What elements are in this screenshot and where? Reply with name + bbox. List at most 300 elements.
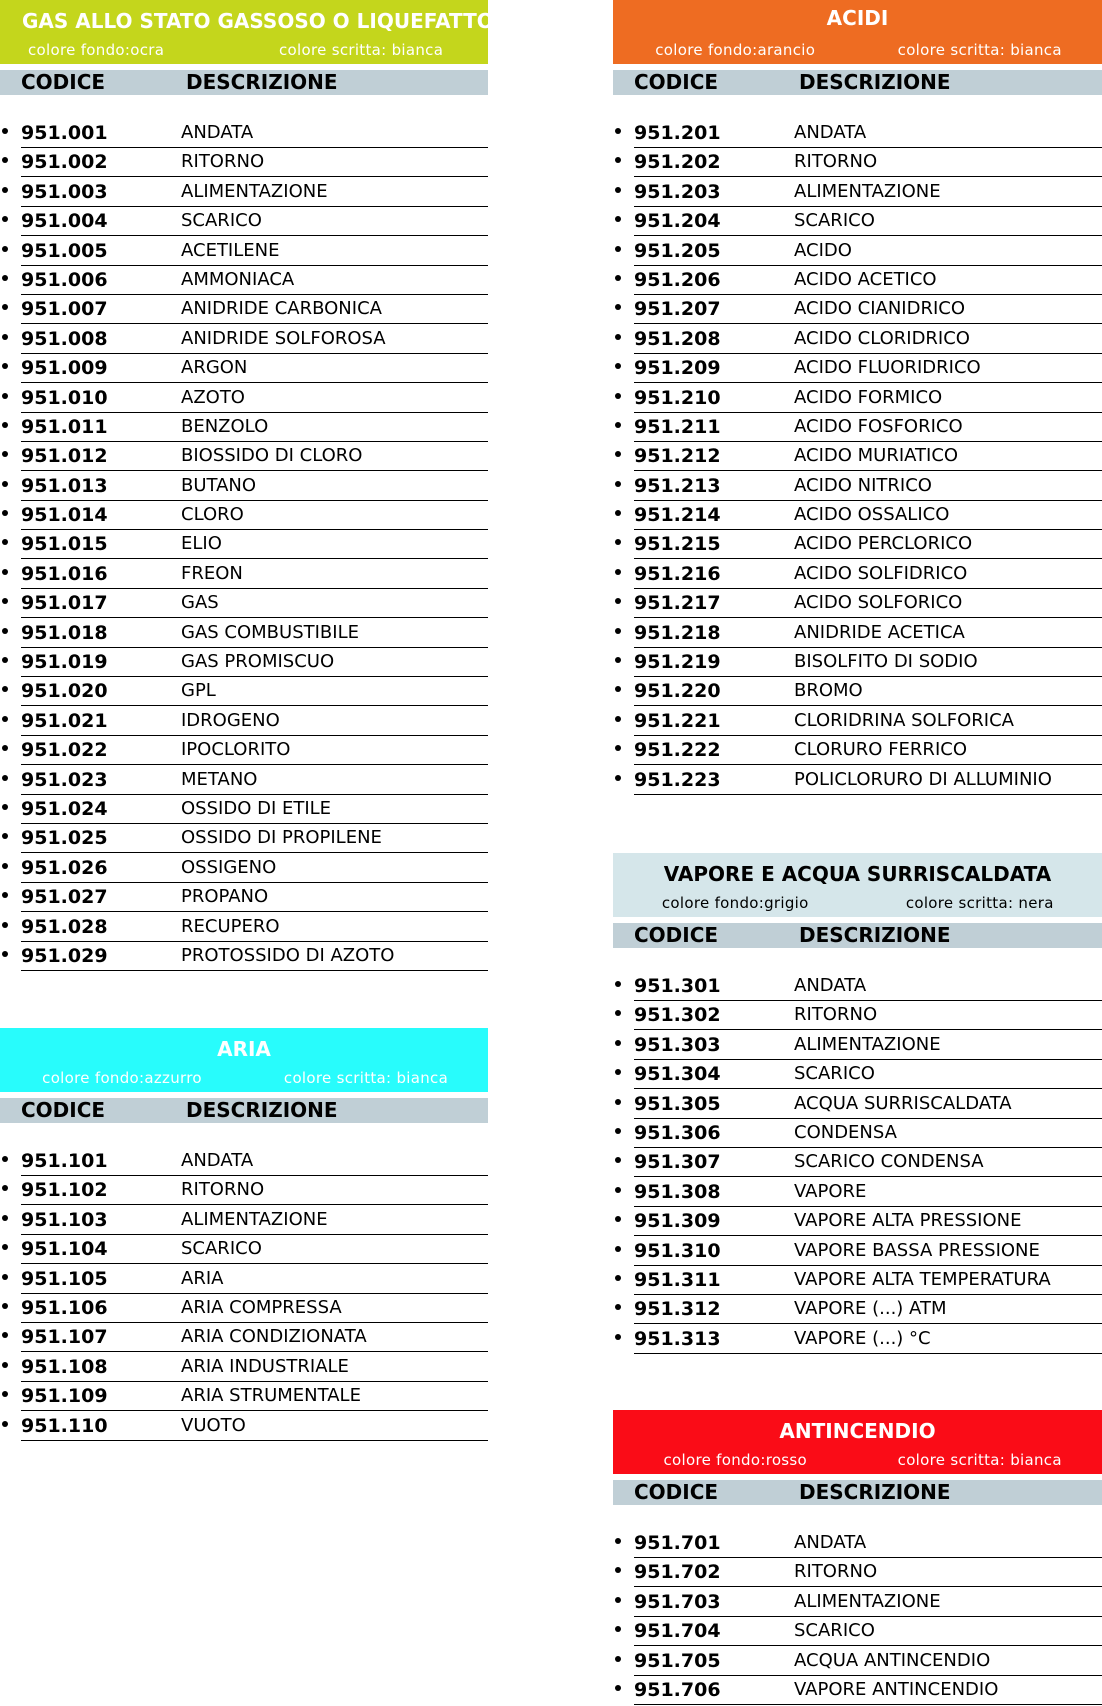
item-description: SCARICO (794, 1620, 1102, 1646)
item-code: 951.012 (21, 445, 181, 471)
description-column-label: DESCRIZIONE (799, 1480, 951, 1505)
bullet-icon (615, 422, 621, 428)
bullet-icon (615, 775, 621, 781)
item-code: 951.308 (634, 1181, 794, 1207)
background-color-label: colore fondo:ocra (28, 41, 164, 59)
bullet-icon (615, 1304, 621, 1310)
item-description: VAPORE ANTINCENDIO (794, 1679, 1102, 1705)
item-description: ACIDO OSSALICO (794, 504, 1102, 530)
item-description: GPL (181, 680, 488, 706)
bullet-icon (2, 363, 8, 369)
item-description: ACIDO MURIATICO (794, 445, 1102, 471)
bullet-icon (2, 393, 8, 399)
item-description: POLICLORURO DI ALLUMINIO (794, 769, 1102, 795)
description-column-label: DESCRIZIONE (799, 70, 951, 95)
bullet-icon (2, 804, 8, 810)
list-item (613, 1326, 1102, 1355)
item-code: 951.106 (21, 1297, 181, 1323)
item-description: ARIA STRUMENTALE (181, 1385, 488, 1411)
item-code: 951.025 (21, 827, 181, 853)
bullet-icon (615, 628, 621, 634)
bullet-icon (2, 657, 8, 663)
bullet-icon (615, 393, 621, 399)
bullet-icon (2, 481, 8, 487)
list-item (613, 620, 1102, 649)
section-header (613, 1410, 1102, 1474)
bullet-icon (2, 922, 8, 928)
bullet-icon (2, 275, 8, 281)
item-code: 951.303 (634, 1034, 794, 1060)
item-description: GAS COMBUSTIBILE (181, 622, 488, 648)
column-header (0, 70, 488, 95)
item-code: 951.206 (634, 269, 794, 295)
item-description: ACIDO CLORIDRICO (794, 328, 1102, 354)
list-item (613, 1267, 1102, 1296)
bullet-icon (615, 451, 621, 457)
item-description: FREON (181, 563, 488, 589)
list-item (0, 473, 488, 502)
bullet-icon (615, 598, 621, 604)
item-description: VAPORE BASSA PRESSIONE (794, 1240, 1102, 1266)
list-item (0, 443, 488, 472)
item-description: GAS PROMISCUO (181, 651, 488, 677)
list-item (613, 1120, 1102, 1149)
list-item (613, 708, 1102, 737)
list-item (0, 1354, 488, 1383)
item-code: 951.008 (21, 328, 181, 354)
item-code: 951.305 (634, 1093, 794, 1119)
item-code: 951.020 (21, 680, 181, 706)
list-item (613, 355, 1102, 384)
bullet-icon (615, 657, 621, 663)
bullet-icon (2, 128, 8, 134)
bullet-icon (2, 1274, 8, 1280)
item-description: ACIDO ACETICO (794, 269, 1102, 295)
item-code: 951.026 (21, 857, 181, 883)
bullet-icon (2, 569, 8, 575)
item-description: CLORURO FERRICO (794, 739, 1102, 765)
item-description: ACIDO NITRICO (794, 475, 1102, 501)
item-code: 951.013 (21, 475, 181, 501)
item-description: VAPORE ALTA PRESSIONE (794, 1210, 1102, 1236)
list-item (0, 296, 488, 325)
bullet-icon (615, 686, 621, 692)
bullet-icon (615, 128, 621, 134)
bullet-icon (615, 569, 621, 575)
column-header (613, 70, 1102, 95)
item-description: BUTANO (181, 475, 488, 501)
bullet-icon (2, 246, 8, 252)
item-code: 951.210 (634, 387, 794, 413)
list-item (0, 120, 488, 149)
bullet-icon (2, 1391, 8, 1397)
item-code: 951.301 (634, 975, 794, 1001)
text-color-label: colore scritta: bianca (279, 41, 443, 59)
bullet-icon (2, 451, 8, 457)
rows-list (0, 1148, 488, 1442)
list-item (613, 1032, 1102, 1061)
item-description: OSSIDO DI ETILE (181, 798, 488, 824)
section-aria (0, 1028, 488, 1442)
bullet-icon (2, 863, 8, 869)
list-item (613, 1091, 1102, 1120)
item-description: ACIDO FOSFORICO (794, 416, 1102, 442)
item-description: ACIDO FLUORIDRICO (794, 357, 1102, 383)
list-item (0, 1207, 488, 1236)
bullet-icon (615, 1187, 621, 1193)
item-code: 951.703 (634, 1591, 794, 1617)
section-antincendio (613, 1410, 1102, 1706)
list-item (0, 914, 488, 943)
bullet-icon (615, 745, 621, 751)
item-code: 951.022 (21, 739, 181, 765)
item-code: 951.018 (21, 622, 181, 648)
item-code: 951.214 (634, 504, 794, 530)
item-description: PROTOSSIDO DI AZOTO (181, 945, 488, 971)
bullet-icon (615, 1216, 621, 1222)
item-description: ANIDRIDE SOLFOROSA (181, 328, 488, 354)
item-description: RITORNO (181, 1179, 488, 1205)
bullet-icon (2, 1215, 8, 1221)
bullet-icon (615, 1334, 621, 1340)
item-code: 951.313 (634, 1328, 794, 1354)
item-description: CLORO (181, 504, 488, 530)
item-description: OSSIGENO (181, 857, 488, 883)
rows-list (613, 1530, 1102, 1706)
item-code: 951.219 (634, 651, 794, 677)
item-description: ACIDO SOLFORICO (794, 592, 1102, 618)
item-code: 951.011 (21, 416, 181, 442)
list-item (613, 502, 1102, 531)
list-item (0, 1266, 488, 1295)
bullet-icon (615, 1010, 621, 1016)
bullet-icon (615, 1685, 621, 1691)
item-description: ACQUA SURRISCALDATA (794, 1093, 1102, 1119)
bullet-icon (2, 1362, 8, 1368)
list-item (0, 326, 488, 355)
list-item (0, 1324, 488, 1353)
item-code: 951.103 (21, 1209, 181, 1235)
list-item (0, 708, 488, 737)
bullet-icon (615, 1128, 621, 1134)
bullet-icon (615, 187, 621, 193)
item-code: 951.310 (634, 1240, 794, 1266)
item-code: 951.307 (634, 1151, 794, 1177)
item-code: 951.207 (634, 298, 794, 324)
list-item (0, 531, 488, 560)
item-description: ACIDO FORMICO (794, 387, 1102, 413)
list-item (613, 1530, 1102, 1559)
bullet-icon (2, 510, 8, 516)
item-description: ALIMENTAZIONE (794, 1591, 1102, 1617)
section-header (613, 853, 1102, 917)
item-description: ANDATA (181, 1150, 488, 1176)
item-description: ANDATA (181, 122, 488, 148)
item-description: VAPORE ALTA TEMPERATURA (794, 1269, 1102, 1295)
item-code: 951.304 (634, 1063, 794, 1089)
item-code: 951.023 (21, 769, 181, 795)
item-description: RITORNO (794, 1004, 1102, 1030)
bullet-icon (615, 275, 621, 281)
description-column-label: DESCRIZIONE (799, 923, 951, 948)
bullet-icon (2, 1156, 8, 1162)
item-code: 951.009 (21, 357, 181, 383)
item-code: 951.217 (634, 592, 794, 618)
item-code: 951.213 (634, 475, 794, 501)
item-description: GAS (181, 592, 488, 618)
bullet-icon (615, 1157, 621, 1163)
item-code: 951.704 (634, 1620, 794, 1646)
item-code: 951.223 (634, 769, 794, 795)
bullet-icon (2, 1185, 8, 1191)
bullet-icon (615, 304, 621, 310)
item-description: OSSIDO DI PROPILENE (181, 827, 488, 853)
list-item (613, 737, 1102, 766)
list-item (0, 208, 488, 237)
code-column-label: CODICE (21, 1098, 105, 1123)
column-header (613, 1480, 1102, 1505)
item-code: 951.002 (21, 151, 181, 177)
item-code: 951.101 (21, 1150, 181, 1176)
item-description: ARGON (181, 357, 488, 383)
item-description: ALIMENTAZIONE (794, 181, 1102, 207)
rows-list (613, 973, 1102, 1355)
list-item (613, 973, 1102, 1002)
item-description: SCARICO CONDENSA (794, 1151, 1102, 1177)
list-item (613, 149, 1102, 178)
section-title: ANTINCENDIO (613, 1419, 1102, 1443)
item-code: 951.003 (21, 181, 181, 207)
item-description: SCARICO (181, 1238, 488, 1264)
bullet-icon (615, 1538, 621, 1544)
list-item (613, 1648, 1102, 1677)
list-item (613, 1559, 1102, 1588)
bullet-icon (615, 1275, 621, 1281)
list-item (613, 561, 1102, 590)
item-code: 951.005 (21, 240, 181, 266)
item-code: 951.102 (21, 1179, 181, 1205)
item-description: ARIA (181, 1268, 488, 1294)
item-description: ACIDO SOLFIDRICO (794, 563, 1102, 589)
item-code: 951.029 (21, 945, 181, 971)
item-code: 951.104 (21, 1238, 181, 1264)
item-description: AZOTO (181, 387, 488, 413)
section-title: GAS ALLO STATO GASSOSO O LIQUEFATTO (22, 9, 488, 33)
rows-list (0, 120, 488, 972)
item-description: RITORNO (181, 151, 488, 177)
background-color-label: colore fondo:rosso (613, 1451, 858, 1469)
text-color-label: colore scritta: bianca (858, 1451, 1102, 1469)
list-item (0, 620, 488, 649)
list-item (613, 443, 1102, 472)
item-code: 951.021 (21, 710, 181, 736)
bullet-icon (615, 157, 621, 163)
list-item (613, 326, 1102, 355)
item-code: 951.306 (634, 1122, 794, 1148)
item-description: ANDATA (794, 975, 1102, 1001)
list-item (613, 678, 1102, 707)
bullet-icon (2, 187, 8, 193)
list-item (613, 473, 1102, 502)
item-description: ALIMENTAZIONE (181, 181, 488, 207)
list-item (0, 796, 488, 825)
list-item (613, 238, 1102, 267)
code-column-label: CODICE (634, 70, 718, 95)
item-code: 951.109 (21, 1385, 181, 1411)
list-item (613, 1208, 1102, 1237)
item-code: 951.216 (634, 563, 794, 589)
item-description: ACIDO CIANIDRICO (794, 298, 1102, 324)
column-header (613, 923, 1102, 948)
item-description: IPOCLORITO (181, 739, 488, 765)
list-item (613, 531, 1102, 560)
list-item (613, 1179, 1102, 1208)
item-description: BENZOLO (181, 416, 488, 442)
bullet-icon (2, 686, 8, 692)
bullet-icon (2, 1332, 8, 1338)
section-gas (0, 0, 488, 972)
description-column-label: DESCRIZIONE (186, 1098, 338, 1123)
item-code: 951.007 (21, 298, 181, 324)
item-code: 951.019 (21, 651, 181, 677)
item-description: ANIDRIDE ACETICA (794, 622, 1102, 648)
bullet-icon (615, 1656, 621, 1662)
item-code: 951.015 (21, 533, 181, 559)
item-description: ELIO (181, 533, 488, 559)
item-code: 951.105 (21, 1268, 181, 1294)
bullet-icon (2, 216, 8, 222)
item-description: RITORNO (794, 151, 1102, 177)
item-code: 951.212 (634, 445, 794, 471)
section-vapore (613, 853, 1102, 1355)
item-description: ANIDRIDE CARBONICA (181, 298, 488, 324)
section-title: ARIA (0, 1037, 488, 1061)
list-item (613, 385, 1102, 414)
text-color-label: colore scritta: nera (858, 894, 1102, 912)
bullet-icon (615, 1567, 621, 1573)
bullet-icon (615, 334, 621, 340)
list-item (613, 649, 1102, 678)
item-code: 951.218 (634, 622, 794, 648)
bullet-icon (615, 363, 621, 369)
bullet-icon (2, 334, 8, 340)
list-item (0, 1383, 488, 1412)
text-color-label: colore scritta: bianca (858, 41, 1102, 59)
list-item (0, 737, 488, 766)
list-item (613, 1149, 1102, 1178)
item-code: 951.204 (634, 210, 794, 236)
bullet-icon (615, 481, 621, 487)
bullet-icon (2, 716, 8, 722)
item-code: 951.312 (634, 1298, 794, 1324)
list-item (0, 561, 488, 590)
bullet-icon (2, 1244, 8, 1250)
item-description: ANDATA (794, 1532, 1102, 1558)
item-code: 951.028 (21, 916, 181, 942)
list-item (0, 385, 488, 414)
list-item (0, 678, 488, 707)
list-item (0, 355, 488, 384)
item-description: ACETILENE (181, 240, 488, 266)
list-item (613, 296, 1102, 325)
item-description: ALIMENTAZIONE (181, 1209, 488, 1235)
bullet-icon (615, 1069, 621, 1075)
rows-list (613, 120, 1102, 796)
bullet-icon (2, 951, 8, 957)
item-description: VUOTO (181, 1415, 488, 1441)
list-item (0, 825, 488, 854)
list-item (0, 767, 488, 796)
background-color-label: colore fondo:grigio (613, 894, 858, 912)
item-code: 951.027 (21, 886, 181, 912)
list-item (613, 590, 1102, 619)
item-description: ARIA CONDIZIONATA (181, 1326, 488, 1352)
list-item (613, 1296, 1102, 1325)
item-code: 951.309 (634, 1210, 794, 1236)
item-description: ARIA INDUSTRIALE (181, 1356, 488, 1382)
item-description: METANO (181, 769, 488, 795)
item-description: IDROGENO (181, 710, 488, 736)
text-color-label: colore scritta: bianca (244, 1069, 488, 1087)
item-description: SCARICO (794, 1063, 1102, 1089)
item-description: CONDENSA (794, 1122, 1102, 1148)
list-item (613, 1618, 1102, 1647)
bullet-icon (615, 216, 621, 222)
bullet-icon (615, 1099, 621, 1105)
column-header (0, 1098, 488, 1123)
list-item (0, 238, 488, 267)
item-description: BISOLFITO DI SODIO (794, 651, 1102, 677)
item-code: 951.001 (21, 122, 181, 148)
item-code: 951.215 (634, 533, 794, 559)
code-column-label: CODICE (634, 923, 718, 948)
item-code: 951.107 (21, 1326, 181, 1352)
list-item (0, 1295, 488, 1324)
list-item (0, 1413, 488, 1442)
bullet-icon (2, 539, 8, 545)
item-code: 951.014 (21, 504, 181, 530)
item-code: 951.006 (21, 269, 181, 295)
item-description: ARIA COMPRESSA (181, 1297, 488, 1323)
bullet-icon (615, 510, 621, 516)
item-code: 951.705 (634, 1650, 794, 1676)
item-code: 951.110 (21, 1415, 181, 1441)
item-description: RECUPERO (181, 916, 488, 942)
bullet-icon (2, 1303, 8, 1309)
item-description: ALIMENTAZIONE (794, 1034, 1102, 1060)
item-description: BROMO (794, 680, 1102, 706)
item-code: 951.311 (634, 1269, 794, 1295)
list-item (0, 884, 488, 913)
bullet-icon (615, 981, 621, 987)
list-item (613, 179, 1102, 208)
section-title: VAPORE E ACQUA SURRISCALDATA (613, 862, 1102, 886)
background-color-label: colore fondo:azzurro (0, 1069, 244, 1087)
bullet-icon (2, 157, 8, 163)
item-code: 951.221 (634, 710, 794, 736)
list-item (0, 1148, 488, 1177)
item-code: 951.010 (21, 387, 181, 413)
list-item (0, 179, 488, 208)
item-code: 951.202 (634, 151, 794, 177)
item-code: 951.201 (634, 122, 794, 148)
list-item (613, 120, 1102, 149)
item-code: 951.205 (634, 240, 794, 266)
item-code: 951.706 (634, 1679, 794, 1705)
bullet-icon (615, 539, 621, 545)
bullet-icon (615, 1246, 621, 1252)
list-item (0, 649, 488, 678)
